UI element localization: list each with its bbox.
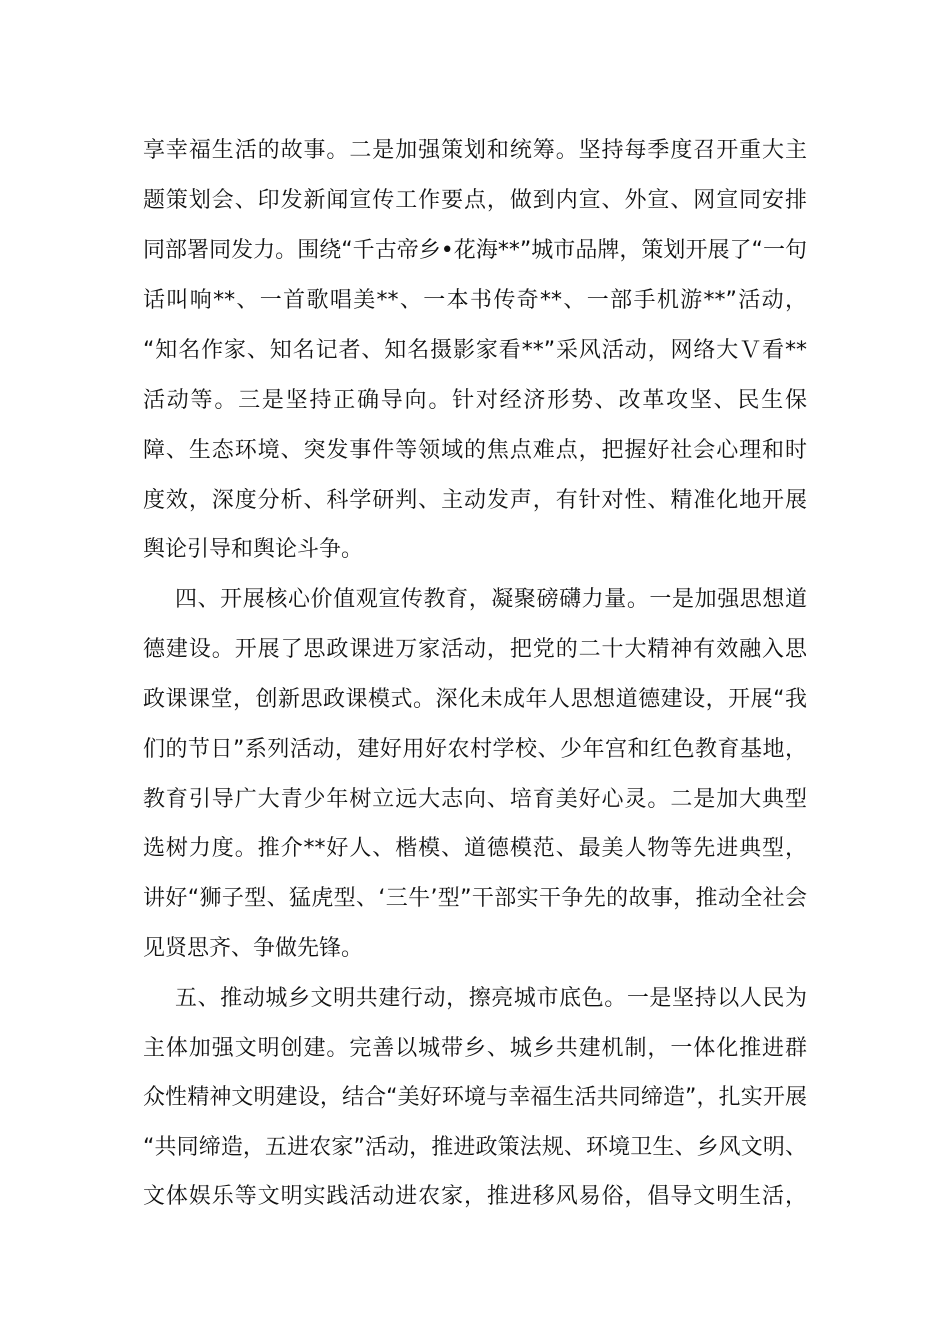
paragraph-heading-line: 四、开展核心价值观宣传教育，凝聚磅礴力量。一是加强思想道 [175, 587, 807, 612]
text-line: 享幸福生活的故事。二是加强策划和统筹。坚持每季度召开重大主 [143, 138, 807, 163]
text-line: 教育引导广大青少年树立远大志向、培育美好心灵。二是加大典型 [143, 787, 807, 812]
text-line: 障、生态环境、突发事件等领域的焦点难点，把握好社会心理和时 [143, 438, 807, 463]
text-line: 活动等。三是坚持正确导向。针对经济形势、改革攻坚、民生保 [143, 388, 807, 413]
text-line: 度效，深度分析、科学研判、主动发声，有针对性、精准化地开展 [143, 488, 807, 513]
text-line: 舆论引导和舆论斗争。 [143, 537, 364, 562]
text-line: 选树力度。推介**好人、楷模、道德模范、最美人物等先进典型， [143, 836, 807, 861]
text-line: 政课课堂，创新思政课模式。深化未成年人思想道德建设，开展“我 [143, 687, 807, 712]
text-line: 同部署同发力。围绕“千古帝乡•花海**”城市品牌，策划开展了“一句 [143, 238, 807, 263]
text-line: 题策划会、印发新闻宣传工作要点，做到内宣、外宣、网宣同安排 [143, 188, 807, 213]
text-line: 主体加强文明创建。完善以城带乡、城乡共建机制，一体化推进群 [143, 1036, 807, 1061]
text-line: 话叫响**、一首歌唱美**、一本书传奇**、一部手机游**”活动， [143, 288, 807, 313]
text-line: 讲好“狮子型、猛虎型、‘三牛’型”干部实干争先的故事，推动全社会 [143, 886, 807, 911]
text-line: 见贤思齐、争做先锋。 [143, 936, 364, 961]
paragraph-heading-line: 五、推动城乡文明共建行动，擦亮城市底色。一是坚持以人民为 [175, 986, 807, 1011]
text-line: 众性精神文明建设，结合“美好环境与幸福生活共同缔造”，扎实开展 [143, 1085, 807, 1110]
text-line: “共同缔造，五进农家”活动，推进政策法规、环境卫生、乡风文明、 [143, 1135, 807, 1160]
text-line: 德建设。开展了思政课进万家活动，把党的二十大精神有效融入思 [143, 637, 807, 662]
text-line: “知名作家、知名记者、知名摄影家看**”采风活动，网络大Ｖ看** [143, 338, 807, 363]
text-line: 们的节日”系列活动，建好用好农村学校、少年宫和红色教育基地， [143, 737, 807, 762]
text-line: 文体娱乐等文明实践活动进农家，推进移风易俗，倡导文明生活， [143, 1184, 807, 1209]
